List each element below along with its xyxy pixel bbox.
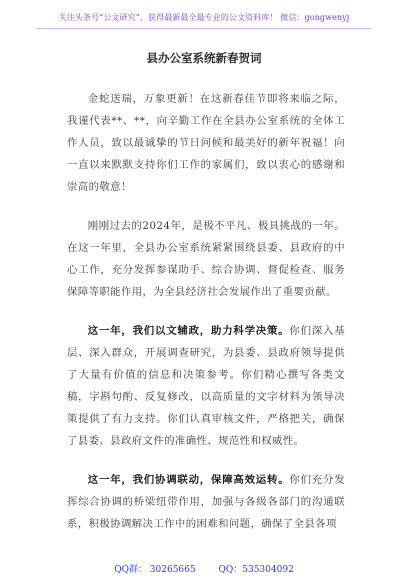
paragraph-lead: 这一年，我们协调联动，保障高效运转。	[87, 474, 290, 486]
footer-contact	[0, 562, 408, 575]
paragraph-text: 你们充分发挥综合协调的桥梁纽带作用，加强与各级各部门的沟通联系，积极协调解决工作中的困难和问题，确保了全县各项	[67, 474, 345, 530]
header-divider	[36, 28, 372, 29]
paragraph-text: 金蛇送瑞，万象更新！在这新春佳节即将来临之际，我谨代表**、**，向辛勤工作在全县办公室系统的全体工作人员，致以最诚挚的节日问候和最美好的新年祝福！向一直以来默默支持你们工作的家属们，致以衷心的感谢和崇高的敬意！	[67, 93, 345, 193]
paragraph	[67, 320, 345, 452]
document-title: 县办公室系统新春贺词	[146, 51, 262, 65]
paragraph-text: 刚刚过去的2024年，是极不平凡、极具挑战的一年。在这一年里，全县办公室系统紧紧围绕县委、县政府的中心工作，充分发挥参谋助手、综合协调、督促检查、服务保障等职能作用，为全县经济社会发展作出了重要贡献。	[67, 220, 345, 298]
paragraph	[67, 469, 345, 535]
paragraph-text: 你们深入基层、深入群众，开展调查研究，为县委、县政府领导提供了大量有价值的信息和决策参考。你们精心撰写各类文稿，字斟句酌、反复修改，以高质量的文字材料为领导决策提供了有力支持。你们认真审核文件，严格把关，确保了县委、县政府文件的准确性、规范性和权威性。	[67, 325, 345, 447]
footer-qq: QQ：535304092	[218, 565, 294, 575]
paragraph	[67, 88, 345, 198]
footer-qq-group: QQ群： 30265665	[114, 565, 196, 575]
header-note: 关注头条号“公文研究”，获得最新最全最专业的公文资料库！ 微信：gongwenyj	[58, 13, 350, 22]
paragraph-lead: 这一年，我们以文辅政，助力科学决策。	[87, 325, 290, 337]
paragraph	[67, 215, 345, 303]
document-body	[67, 88, 345, 552]
